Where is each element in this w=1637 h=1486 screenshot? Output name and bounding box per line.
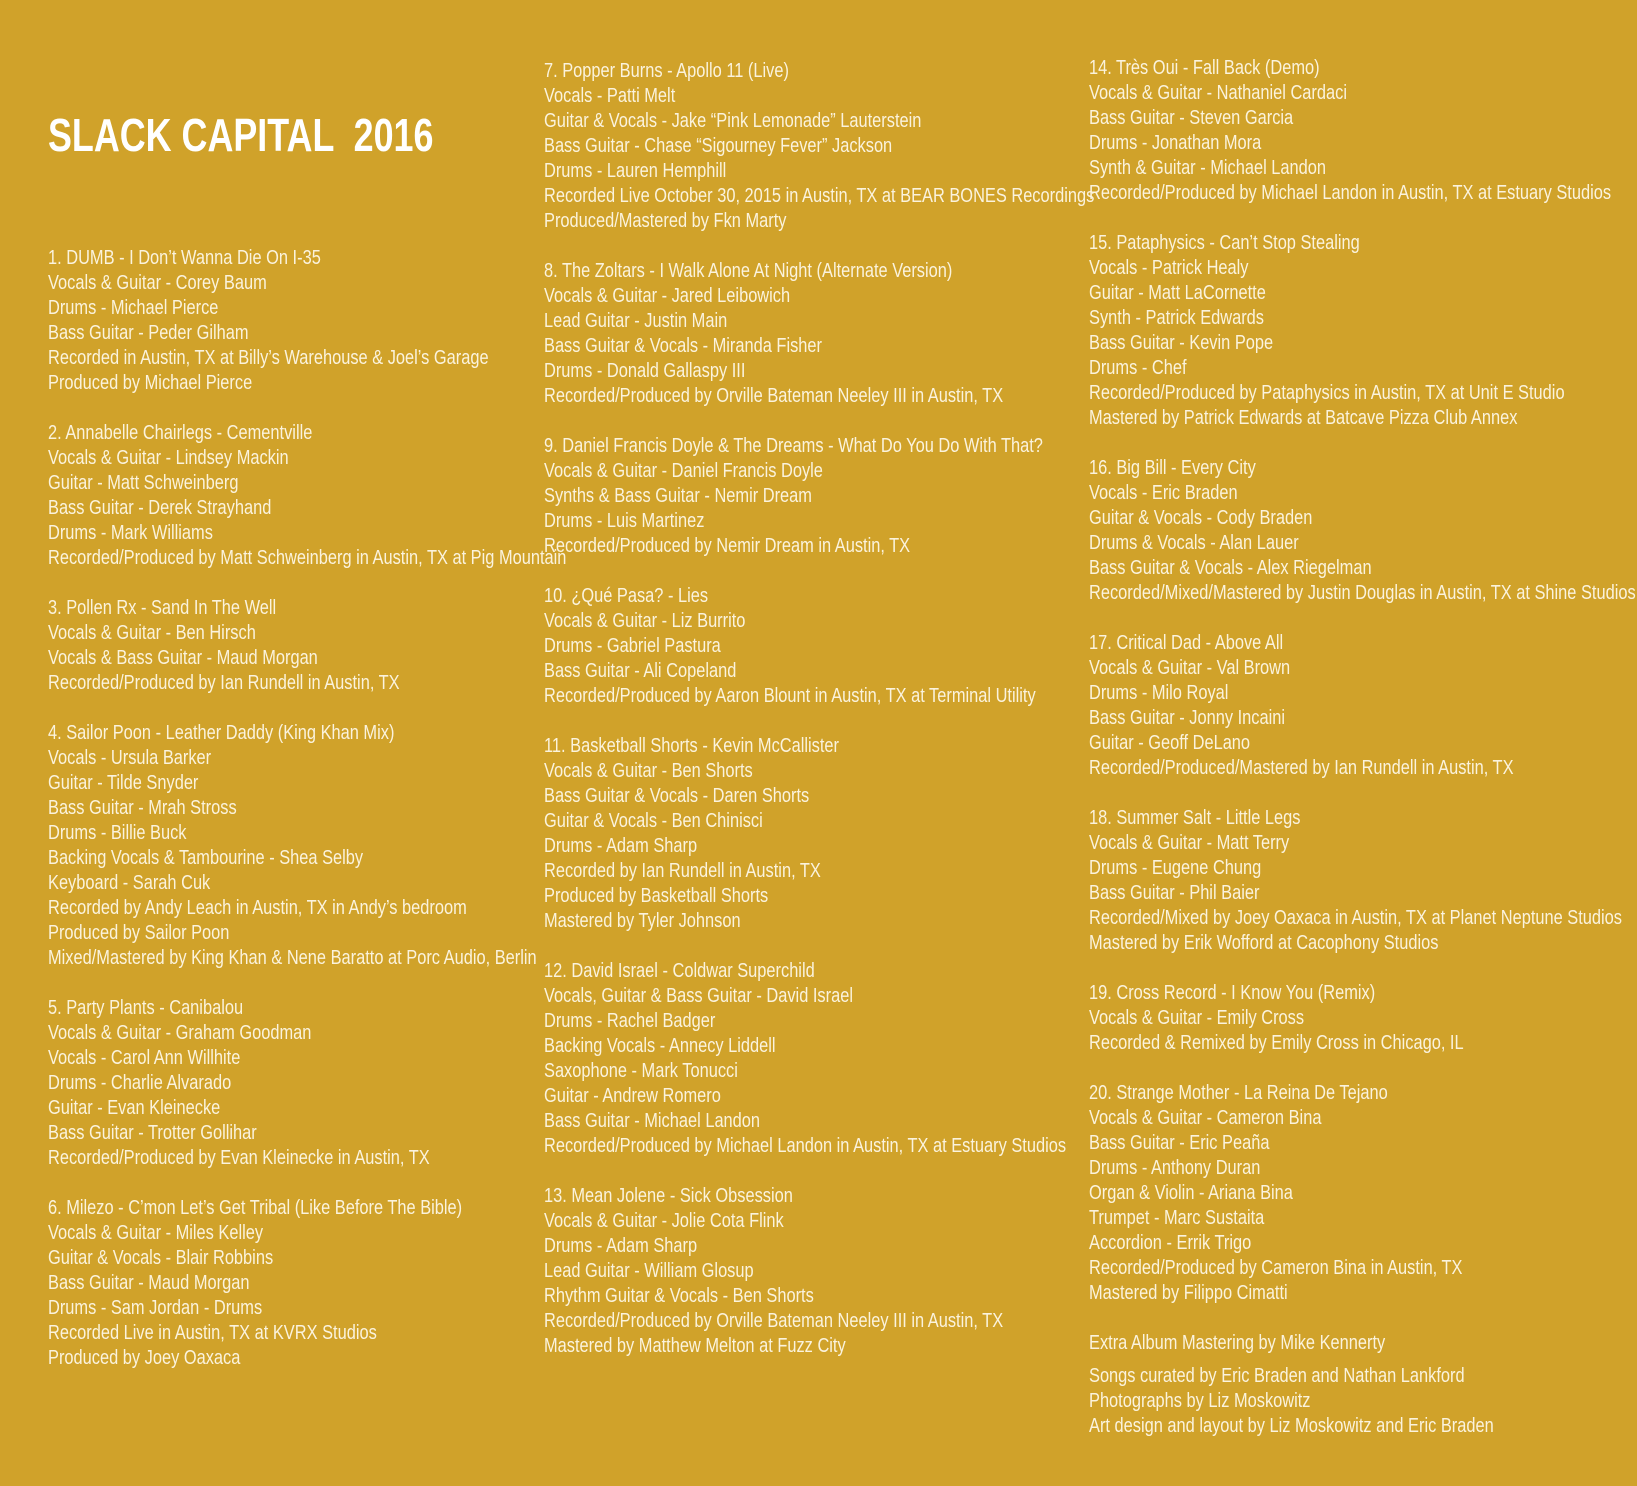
track-credit: Drums - Billie Buck — [48, 822, 187, 844]
track-entry — [544, 1184, 1074, 1359]
track-title: 18. Summer Salt - Little Legs — [1089, 807, 1301, 829]
track-credit: Mastered by Patrick Edwards at Batcave Pizza Club Annex — [1089, 407, 1518, 429]
track-credit: Vocals & Guitar - Lindsey Mackin — [48, 447, 289, 469]
track-entry — [544, 734, 1074, 934]
track-credit: Vocals & Guitar - Matt Terry — [1089, 832, 1290, 854]
track-credit: Guitar & Vocals - Blair Robbins — [48, 1247, 274, 1269]
track-credit: Drums - Adam Sharp — [544, 1235, 698, 1257]
track-credit: Drums - Anthony Duran — [1089, 1157, 1261, 1179]
credit-design: Art design and layout by Liz Moskowitz and Eric Braden — [1089, 1415, 1494, 1437]
track-credit: Produced by Basketball Shorts — [544, 885, 769, 907]
track-credit: Vocals - Patti Melt — [544, 85, 676, 107]
track-entry — [544, 584, 1074, 709]
track-credit: Bass Guitar & Vocals - Alex Riegelman — [1089, 557, 1372, 579]
track-credit: Bass Guitar & Vocals - Miranda Fisher — [544, 335, 822, 357]
track-title: 10. ¿Qué Pasa? - Lies — [544, 585, 709, 607]
track-entry — [544, 434, 1074, 559]
track-credit: Mastered by Filippo Cimatti — [1089, 1282, 1288, 1304]
track-credit: Recorded/Mixed/Mastered by Justin Douglas in Austin, TX at Shine Studios — [1089, 582, 1636, 604]
track-credit: Vocals - Ursula Barker — [48, 747, 212, 769]
track-credit: Vocals & Guitar - Ben Hirsch — [48, 622, 256, 644]
track-credit: Recorded in Austin, TX at Billy’s Warehouse & Joel’s Garage — [48, 347, 489, 369]
track-credit: Bass Guitar - Kevin Pope — [1089, 332, 1274, 354]
track-credit: Drums - Milo Royal — [1089, 682, 1229, 704]
track-credit: Mastered by Erik Wofford at Cacophony Studios — [1089, 932, 1439, 954]
column-2 — [544, 59, 1095, 1384]
track-credit: Bass Guitar - Mrah Stross — [48, 797, 237, 819]
track-credit: Recorded/Produced by Matt Schweinberg in Austin, TX at Pig Mountain — [48, 547, 567, 569]
track-credit: Produced by Joey Oaxaca — [48, 1347, 241, 1369]
track-credit: Bass Guitar - Eric Peaña — [1089, 1132, 1270, 1154]
track-title: 4. Sailor Poon - Leather Daddy (King Khan Mix) — [48, 722, 395, 744]
track-credit: Drums - Sam Jordan - Drums — [48, 1297, 263, 1319]
track-credit: Vocals & Guitar - Val Brown — [1089, 657, 1291, 679]
track-title: 17. Critical Dad - Above All — [1089, 632, 1284, 654]
track-credit: Drums - Gabriel Pastura — [544, 635, 721, 657]
track-entry — [1089, 231, 1629, 431]
track-title: 8. The Zoltars - I Walk Alone At Night (Alternate Version) — [544, 260, 953, 282]
track-credit: Recorded/Produced by Aaron Blount in Austin, TX at Terminal Utility — [544, 685, 1036, 707]
track-credit: Drums - Lauren Hemphill — [544, 160, 727, 182]
track-credit: Recorded/Produced by Orville Bateman Neeley III in Austin, TX — [544, 385, 1004, 407]
track-credit: Lead Guitar - William Glosup — [544, 1260, 754, 1282]
track-credit: Bass Guitar - Michael Landon — [544, 1110, 761, 1132]
track-credit: Organ & Violin - Ariana Bina — [1089, 1182, 1293, 1204]
track-credit: Guitar - Tilde Snyder — [48, 772, 199, 794]
track-credit: Drums - Rachel Badger — [544, 1010, 716, 1032]
track-credit: Drums - Luis Martinez — [544, 510, 705, 532]
track-credit: Bass Guitar - Chase “Sigourney Fever” Jackson — [544, 135, 893, 157]
track-entry — [544, 259, 1074, 409]
track-credit: Bass Guitar - Steven Garcia — [1089, 107, 1294, 129]
track-credit: Recorded/Mixed by Joey Oaxaca in Austin, TX at Planet Neptune Studios — [1089, 907, 1622, 929]
track-credit: Lead Guitar - Justin Main — [544, 310, 728, 332]
track-title: 3. Pollen Rx - Sand In The Well — [48, 597, 277, 619]
track-entry — [1089, 631, 1629, 781]
track-credit: Vocals & Guitar - Liz Burrito — [544, 610, 746, 632]
track-credit: Mastered by Tyler Johnson — [544, 910, 741, 932]
track-entry — [48, 996, 538, 1171]
track-credit: Vocals - Patrick Healy — [1089, 257, 1249, 279]
track-credit: Vocals & Guitar - Cameron Bina — [1089, 1107, 1322, 1129]
track-title: 1. DUMB - I Don’t Wanna Die On I-35 — [48, 247, 321, 269]
track-credit: Guitar - Andrew Romero — [544, 1085, 721, 1107]
track-title: 7. Popper Burns - Apollo 11 (Live) — [544, 60, 789, 82]
track-credit: Backing Vocals & Tambourine - Shea Selby — [48, 847, 364, 869]
track-credit: Drums - Michael Pierce — [48, 297, 219, 319]
track-credit: Synth - Patrick Edwards — [1089, 307, 1265, 329]
track-entry — [1089, 981, 1629, 1056]
track-entry — [544, 59, 1095, 234]
track-credit: Bass Guitar & Vocals - Daren Shorts — [544, 785, 810, 807]
track-credit: Bass Guitar - Maud Morgan — [48, 1272, 250, 1294]
track-credit: Produced by Sailor Poon — [48, 922, 230, 944]
track-credit: Saxophone - Mark Tonucci — [544, 1060, 738, 1082]
track-credit: Vocals & Guitar - Graham Goodman — [48, 1022, 312, 1044]
track-title: 15. Pataphysics - Can’t Stop Stealing — [1089, 232, 1360, 254]
track-entry — [48, 721, 538, 971]
track-credit: Recorded & Remixed by Emily Cross in Chicago, IL — [1089, 1032, 1464, 1054]
track-credit: Recorded/Produced by Nemir Dream in Austin, TX — [544, 535, 911, 557]
track-entry — [48, 421, 567, 571]
track-entry — [1089, 1081, 1629, 1306]
track-credit: Bass Guitar - Trotter Gollihar — [48, 1122, 257, 1144]
track-credit: Recorded/Produced by Michael Landon in Austin, TX at Estuary Studios — [1089, 182, 1612, 204]
track-credit: Vocals, Guitar & Bass Guitar - David Israel — [544, 985, 853, 1007]
track-entry — [48, 1196, 538, 1371]
track-credit: Guitar - Matt LaCornette — [1089, 282, 1266, 304]
track-credit: Drums - Eugene Chung — [1089, 857, 1262, 879]
track-credit: Synths & Bass Guitar - Nemir Dream — [544, 485, 812, 507]
track-credit: Guitar - Matt Schweinberg — [48, 472, 239, 494]
track-credit: Trumpet - Marc Sustaita — [1089, 1207, 1265, 1229]
track-credit: Guitar & Vocals - Jake “Pink Lemonade” Lauterstein — [544, 110, 922, 132]
credit-mastering: Extra Album Mastering by Mike Kennerty — [1089, 1332, 1386, 1354]
track-credit: Mixed/Mastered by King Khan & Nene Baratto at Porc Audio, Berlin — [48, 947, 537, 969]
track-credit: Recorded by Ian Rundell in Austin, TX — [544, 860, 821, 882]
track-entry — [48, 596, 538, 696]
track-title: 2. Annabelle Chairlegs - Cementville — [48, 422, 313, 444]
track-credit: Recorded/Produced by Ian Rundell in Austin, TX — [48, 672, 400, 694]
track-credit: Vocals & Guitar - Jolie Cota Flink — [544, 1210, 784, 1232]
track-credit: Keyboard - Sarah Cuk — [48, 872, 211, 894]
track-credit: Vocals & Guitar - Miles Kelley — [48, 1222, 264, 1244]
track-credit: Drums - Jonathan Mora — [1089, 132, 1262, 154]
track-credit: Recorded Live in Austin, TX at KVRX Studios — [48, 1322, 377, 1344]
track-title: 11. Basketball Shorts - Kevin McCallister — [544, 735, 840, 757]
track-title: 12. David Israel - Coldwar Superchild — [544, 960, 815, 982]
track-credit: Vocals & Guitar - Daniel Francis Doyle — [544, 460, 823, 482]
track-credit: Drums - Donald Gallaspy III — [544, 360, 746, 382]
track-entry — [1089, 56, 1629, 206]
track-entry — [544, 959, 1074, 1159]
track-credit: Guitar - Geoff DeLano — [1089, 732, 1251, 754]
track-credit: Produced by Michael Pierce — [48, 372, 253, 394]
track-credit: Vocals & Bass Guitar - Maud Morgan — [48, 647, 318, 669]
track-credit: Bass Guitar - Derek Strayhand — [48, 497, 272, 519]
track-credit: Bass Guitar - Ali Copeland — [544, 660, 737, 682]
track-credit: Recorded/Produced by Orville Bateman Neeley III in Austin, TX — [544, 1310, 1004, 1332]
column-1 — [48, 246, 567, 1396]
track-credit: Mastered by Matthew Melton at Fuzz City — [544, 1335, 846, 1357]
track-credit: Synth & Guitar - Michael Landon — [1089, 157, 1327, 179]
track-credit: Drums - Charlie Alvarado — [48, 1072, 232, 1094]
credit-photos: Photographs by Liz Moskowitz — [1089, 1390, 1311, 1412]
track-credit: Bass Guitar - Phil Baier — [1089, 882, 1260, 904]
track-credit: Vocals & Guitar - Jared Leibowich — [544, 285, 791, 307]
album-title: SLACK CAPITAL 2016 — [48, 109, 434, 161]
track-credit: Recorded/Produced by Pataphysics in Austin, TX at Unit E Studio — [1089, 382, 1565, 404]
track-credit: Drums - Mark Williams — [48, 522, 213, 544]
album-credits — [1089, 1331, 1629, 1439]
track-title: 6. Milezo - C’mon Let’s Get Tribal (Like Before The Bible) — [48, 1197, 463, 1219]
track-credit: Recorded Live October 30, 2015 in Austin, TX at BEAR BONES Recordings — [544, 185, 1095, 207]
track-credit: Produced/Mastered by Fkn Marty — [544, 210, 787, 232]
track-credit: Backing Vocals - Annecy Liddell — [544, 1035, 776, 1057]
track-credit: Vocals - Carol Ann Willhite — [48, 1047, 241, 1069]
track-entry — [1089, 806, 1629, 956]
track-credit: Recorded/Produced by Evan Kleinecke in Austin, TX — [48, 1147, 430, 1169]
track-credit: Recorded by Andy Leach in Austin, TX in Andy’s bedroom — [48, 897, 467, 919]
track-credit: Recorded/Produced/Mastered by Ian Rundell in Austin, TX — [1089, 757, 1514, 779]
track-credit: Accordion - Errik Trigo — [1089, 1232, 1252, 1254]
track-credit: Recorded/Produced by Cameron Bina in Austin, TX — [1089, 1257, 1463, 1279]
track-credit: Drums & Vocals - Alan Lauer — [1089, 532, 1299, 554]
track-credit: Drums - Chef — [1089, 357, 1187, 379]
column-3 — [1089, 56, 1636, 1439]
track-title: 20. Strange Mother - La Reina De Tejano — [1089, 1082, 1388, 1104]
track-title: 19. Cross Record - I Know You (Remix) — [1089, 982, 1376, 1004]
track-title: 5. Party Plants - Canibalou — [48, 997, 244, 1019]
track-title: 14. Très Oui - Fall Back (Demo) — [1089, 57, 1320, 79]
track-credit: Rhythm Guitar & Vocals - Ben Shorts — [544, 1285, 814, 1307]
track-credit: Recorded/Produced by Michael Landon in Austin, TX at Estuary Studios — [544, 1135, 1067, 1157]
credit-curated: Songs curated by Eric Braden and Nathan Lankford — [1089, 1365, 1465, 1387]
track-credit: Drums - Adam Sharp — [544, 835, 698, 857]
track-credit: Vocals & Guitar - Corey Baum — [48, 272, 267, 294]
track-entry — [48, 246, 538, 396]
track-credit: Bass Guitar - Peder Gilham — [48, 322, 249, 344]
track-credit: Vocals - Eric Braden — [1089, 482, 1238, 504]
track-title: 13. Mean Jolene - Sick Obsession — [544, 1185, 793, 1207]
track-credit: Guitar - Evan Kleinecke — [48, 1097, 221, 1119]
track-entry — [1089, 456, 1636, 606]
track-credit: Bass Guitar - Jonny Incaini — [1089, 707, 1285, 729]
track-credit: Vocals & Guitar - Nathaniel Cardaci — [1089, 82, 1347, 104]
track-credit: Guitar & Vocals - Ben Chinisci — [544, 810, 763, 832]
track-title: 16. Big Bill - Every City — [1089, 457, 1256, 479]
track-credit: Vocals & Guitar - Emily Cross — [1089, 1007, 1305, 1029]
track-credit: Guitar & Vocals - Cody Braden — [1089, 507, 1313, 529]
track-title: 9. Daniel Francis Doyle & The Dreams - What Do You Do With That? — [544, 435, 1043, 457]
track-credit: Vocals & Guitar - Ben Shorts — [544, 760, 753, 782]
